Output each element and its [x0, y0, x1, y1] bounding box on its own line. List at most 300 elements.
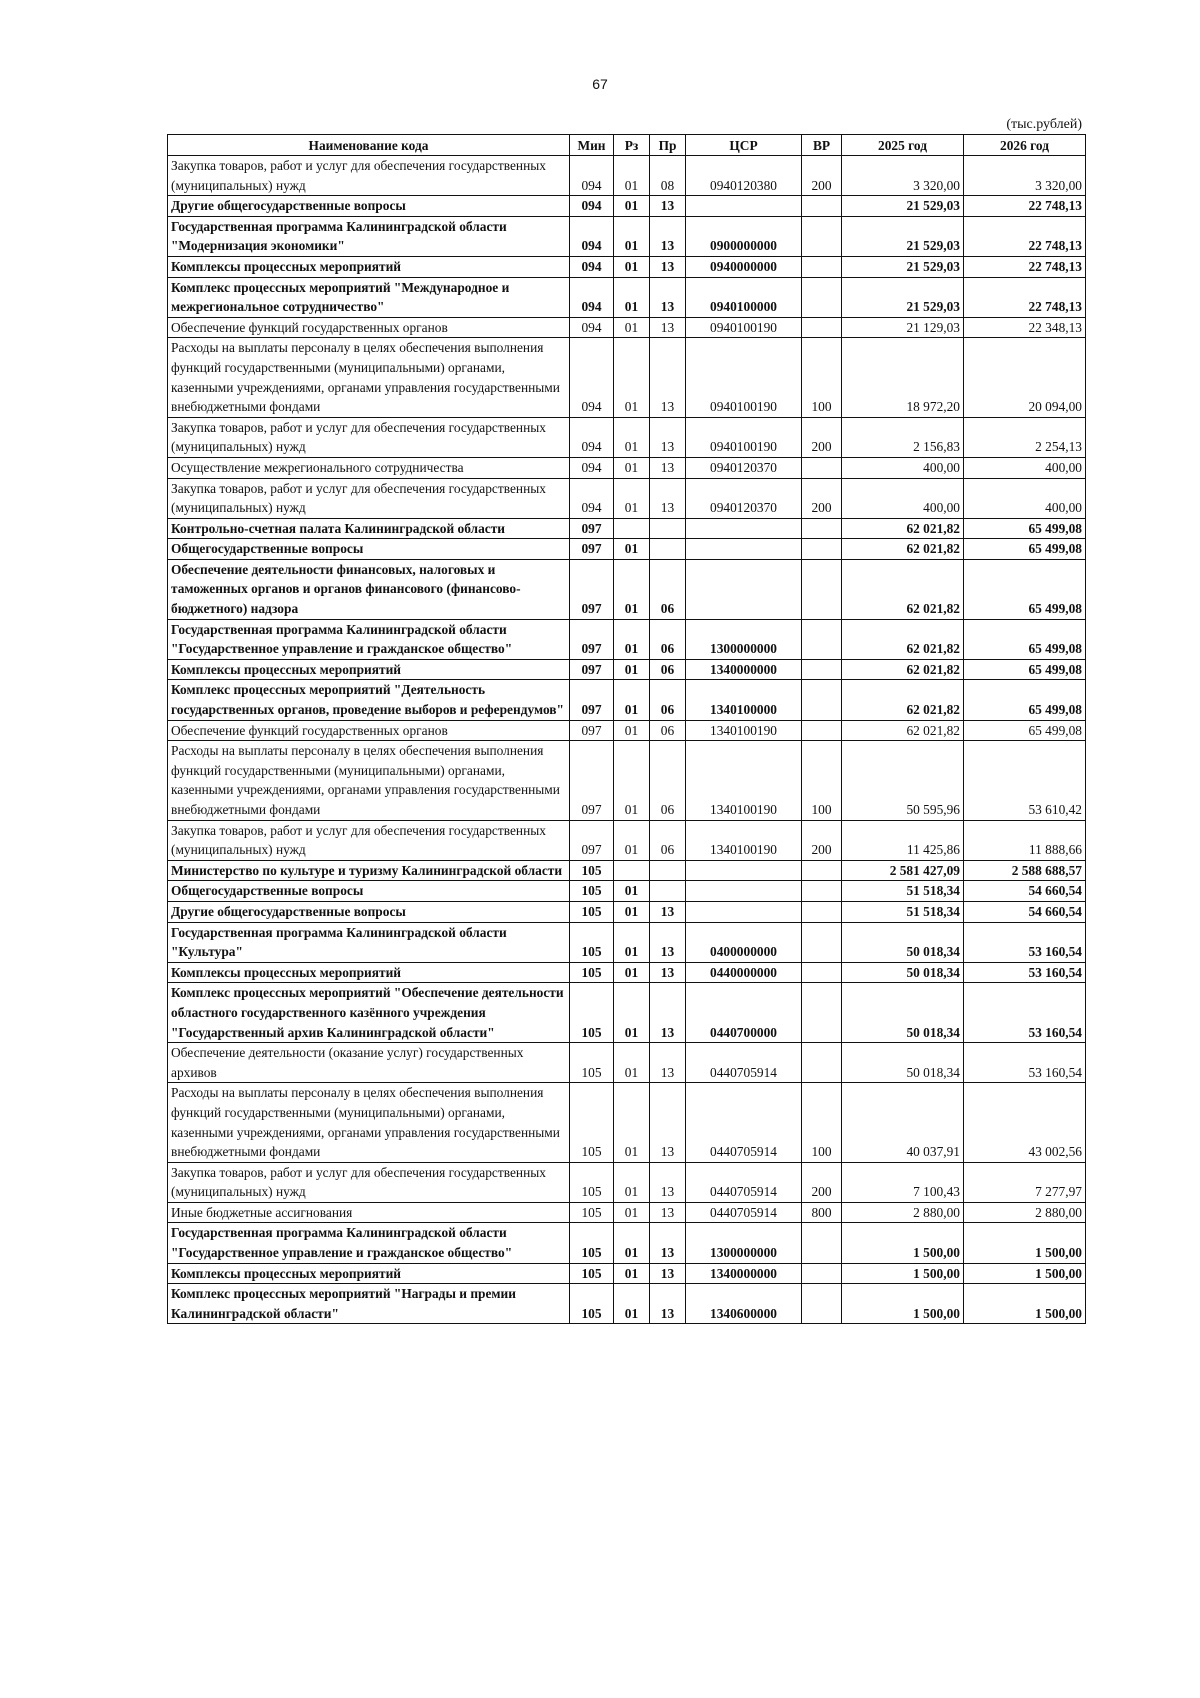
- row-min: 094: [570, 196, 614, 217]
- row-name: Комплекс процессных мероприятий "Деятельность государственных органов, проведение выборов и референдумов": [168, 680, 570, 720]
- row-2025: 7 100,43: [842, 1162, 964, 1202]
- row-rz: 01: [614, 881, 650, 902]
- row-csr: 1300000000: [686, 1223, 802, 1263]
- row-csr: 1340000000: [686, 659, 802, 680]
- table-row: [168, 457, 1086, 478]
- header-rz: Рз: [614, 135, 650, 156]
- row-pr: 13: [650, 1263, 686, 1284]
- row-min: 105: [570, 860, 614, 881]
- row-min: 094: [570, 317, 614, 338]
- table-row: [168, 922, 1086, 962]
- table-row: [168, 881, 1086, 902]
- row-pr: 13: [650, 1083, 686, 1162]
- header-2026: 2026 год: [964, 135, 1086, 156]
- row-min: 094: [570, 156, 614, 196]
- row-vr: [802, 1043, 842, 1083]
- row-csr: 0940120370: [686, 478, 802, 518]
- table-row: [168, 256, 1086, 277]
- row-2025: 62 021,82: [842, 559, 964, 619]
- row-rz: 01: [614, 983, 650, 1043]
- row-vr: 200: [802, 820, 842, 860]
- row-csr: 1340600000: [686, 1284, 802, 1324]
- row-pr: 06: [650, 820, 686, 860]
- row-pr: 06: [650, 720, 686, 741]
- table-row: [168, 317, 1086, 338]
- row-name: Закупка товаров, работ и услуг для обеспечения государственных (муниципальных) нужд: [168, 156, 570, 196]
- row-name: Министерство по культуре и туризму Калининградской области: [168, 860, 570, 881]
- row-min: 097: [570, 659, 614, 680]
- row-vr: [802, 962, 842, 983]
- row-pr: 13: [650, 1223, 686, 1263]
- row-csr: 1340100190: [686, 820, 802, 860]
- row-name: Закупка товаров, работ и услуг для обеспечения государственных (муниципальных) нужд: [168, 820, 570, 860]
- row-csr: 0940100000: [686, 277, 802, 317]
- row-vr: [802, 277, 842, 317]
- row-name: Другие общегосударственные вопросы: [168, 196, 570, 217]
- row-vr: [802, 881, 842, 902]
- row-name: Осуществление межрегионального сотрудничества: [168, 457, 570, 478]
- row-min: 097: [570, 619, 614, 659]
- row-name: Закупка товаров, работ и услуг для обеспечения государственных (муниципальных) нужд: [168, 417, 570, 457]
- row-vr: [802, 317, 842, 338]
- row-2025: 50 018,34: [842, 922, 964, 962]
- row-csr: 1340100000: [686, 680, 802, 720]
- row-2025: 1 500,00: [842, 1263, 964, 1284]
- row-rz: 01: [614, 256, 650, 277]
- table-row: [168, 860, 1086, 881]
- row-vr: [802, 559, 842, 619]
- row-2025: 40 037,91: [842, 1083, 964, 1162]
- row-min: 105: [570, 901, 614, 922]
- table-row: [168, 1083, 1086, 1162]
- row-2025: 62 021,82: [842, 518, 964, 539]
- row-csr: [686, 539, 802, 560]
- table-row: [168, 478, 1086, 518]
- row-pr: 13: [650, 417, 686, 457]
- row-vr: 200: [802, 1162, 842, 1202]
- row-vr: [802, 1223, 842, 1263]
- table-row: [168, 1263, 1086, 1284]
- row-pr: 13: [650, 256, 686, 277]
- row-csr: [686, 518, 802, 539]
- row-csr: 0940120380: [686, 156, 802, 196]
- row-csr: 0940100190: [686, 417, 802, 457]
- row-2025: 2 581 427,09: [842, 860, 964, 881]
- row-rz: 01: [614, 559, 650, 619]
- row-pr: 13: [650, 1162, 686, 1202]
- row-pr: 13: [650, 1284, 686, 1324]
- row-pr: [650, 518, 686, 539]
- table-row: [168, 820, 1086, 860]
- table-row: [168, 1202, 1086, 1223]
- row-pr: 13: [650, 457, 686, 478]
- row-2025: 2 880,00: [842, 1202, 964, 1223]
- row-2026: 54 660,54: [964, 881, 1086, 902]
- row-rz: 01: [614, 216, 650, 256]
- row-rz: 01: [614, 962, 650, 983]
- row-min: 094: [570, 277, 614, 317]
- row-rz: 01: [614, 741, 650, 820]
- row-pr: 13: [650, 196, 686, 217]
- row-pr: 06: [650, 680, 686, 720]
- row-2025: 62 021,82: [842, 619, 964, 659]
- row-name: Комплексы процессных мероприятий: [168, 1263, 570, 1284]
- row-name: Общегосударственные вопросы: [168, 539, 570, 560]
- table-row: [168, 518, 1086, 539]
- row-vr: [802, 720, 842, 741]
- row-name: Контрольно-счетная палата Калининградской области: [168, 518, 570, 539]
- row-name: Комплексы процессных мероприятий: [168, 962, 570, 983]
- row-min: 105: [570, 1284, 614, 1324]
- row-csr: 0440705914: [686, 1083, 802, 1162]
- row-vr: [802, 256, 842, 277]
- row-2026: 53 160,54: [964, 983, 1086, 1043]
- row-vr: 200: [802, 417, 842, 457]
- row-2026: 2 588 688,57: [964, 860, 1086, 881]
- row-min: 097: [570, 680, 614, 720]
- row-pr: 06: [650, 741, 686, 820]
- table-row: [168, 216, 1086, 256]
- row-2026: 22 348,13: [964, 317, 1086, 338]
- row-2025: 50 018,34: [842, 1043, 964, 1083]
- row-2026: 53 160,54: [964, 922, 1086, 962]
- row-csr: [686, 196, 802, 217]
- row-2026: 1 500,00: [964, 1263, 1086, 1284]
- row-vr: [802, 860, 842, 881]
- row-csr: [686, 881, 802, 902]
- row-csr: 0440000000: [686, 962, 802, 983]
- row-csr: 0940100190: [686, 338, 802, 417]
- row-pr: 13: [650, 338, 686, 417]
- row-rz: 01: [614, 720, 650, 741]
- row-vr: [802, 680, 842, 720]
- row-rz: 01: [614, 317, 650, 338]
- row-2026: 7 277,97: [964, 1162, 1086, 1202]
- row-2025: 51 518,34: [842, 881, 964, 902]
- row-csr: 0440705914: [686, 1202, 802, 1223]
- row-pr: 13: [650, 1043, 686, 1083]
- row-pr: 06: [650, 659, 686, 680]
- row-csr: 1340100190: [686, 720, 802, 741]
- row-min: 094: [570, 478, 614, 518]
- row-name: Обеспечение деятельности финансовых, налоговых и таможенных органов и органов финансового (финансово-бюджетного) надзора: [168, 559, 570, 619]
- table-row: [168, 962, 1086, 983]
- row-pr: [650, 860, 686, 881]
- row-csr: [686, 860, 802, 881]
- row-2025: 18 972,20: [842, 338, 964, 417]
- row-2025: 50 018,34: [842, 962, 964, 983]
- row-pr: 13: [650, 962, 686, 983]
- row-pr: 13: [650, 216, 686, 256]
- row-csr: 0940100190: [686, 317, 802, 338]
- row-vr: [802, 983, 842, 1043]
- row-2026: 65 499,08: [964, 539, 1086, 560]
- row-rz: 01: [614, 338, 650, 417]
- row-2026: 1 500,00: [964, 1223, 1086, 1263]
- row-vr: 200: [802, 156, 842, 196]
- row-name: Государственная программа Калининградской области "Культура": [168, 922, 570, 962]
- row-rz: 01: [614, 478, 650, 518]
- row-2025: 21 129,03: [842, 317, 964, 338]
- row-2025: 21 529,03: [842, 196, 964, 217]
- row-2026: 65 499,08: [964, 680, 1086, 720]
- header-2025: 2025 год: [842, 135, 964, 156]
- row-pr: 08: [650, 156, 686, 196]
- row-rz: [614, 518, 650, 539]
- row-rz: 01: [614, 922, 650, 962]
- table-row: [168, 539, 1086, 560]
- row-rz: 01: [614, 1162, 650, 1202]
- table-row: [168, 559, 1086, 619]
- table-row: [168, 1043, 1086, 1083]
- row-vr: 100: [802, 1083, 842, 1162]
- row-vr: 200: [802, 478, 842, 518]
- row-name: Иные бюджетные ассигнования: [168, 1202, 570, 1223]
- row-2025: 62 021,82: [842, 720, 964, 741]
- budget-table: [167, 134, 1086, 1324]
- row-2026: 43 002,56: [964, 1083, 1086, 1162]
- row-2026: 65 499,08: [964, 720, 1086, 741]
- row-pr: 06: [650, 559, 686, 619]
- header-vr: ВР: [802, 135, 842, 156]
- row-csr: 0900000000: [686, 216, 802, 256]
- row-rz: 01: [614, 277, 650, 317]
- row-rz: 01: [614, 619, 650, 659]
- row-vr: [802, 216, 842, 256]
- row-pr: 06: [650, 619, 686, 659]
- row-csr: 1340000000: [686, 1263, 802, 1284]
- row-rz: 01: [614, 820, 650, 860]
- row-2025: 50 018,34: [842, 983, 964, 1043]
- row-csr: 0940000000: [686, 256, 802, 277]
- table-row: [168, 680, 1086, 720]
- row-2025: 400,00: [842, 457, 964, 478]
- row-rz: [614, 860, 650, 881]
- row-2026: 65 499,08: [964, 619, 1086, 659]
- row-pr: [650, 539, 686, 560]
- row-min: 097: [570, 518, 614, 539]
- row-name: Закупка товаров, работ и услуг для обеспечения государственных (муниципальных) нужд: [168, 478, 570, 518]
- row-pr: 13: [650, 901, 686, 922]
- row-min: 094: [570, 216, 614, 256]
- row-vr: [802, 659, 842, 680]
- row-2025: 1 500,00: [842, 1223, 964, 1263]
- table-row: [168, 156, 1086, 196]
- row-2026: 53 610,42: [964, 741, 1086, 820]
- header-min: Мин: [570, 135, 614, 156]
- row-csr: [686, 559, 802, 619]
- row-min: 097: [570, 820, 614, 860]
- row-rz: 01: [614, 1202, 650, 1223]
- row-min: 094: [570, 338, 614, 417]
- row-min: 094: [570, 417, 614, 457]
- table-row: [168, 720, 1086, 741]
- row-pr: [650, 881, 686, 902]
- table-row: [168, 196, 1086, 217]
- row-2025: 21 529,03: [842, 256, 964, 277]
- row-2026: 2 254,13: [964, 417, 1086, 457]
- row-rz: 01: [614, 1284, 650, 1324]
- row-rz: 01: [614, 1223, 650, 1263]
- row-vr: [802, 196, 842, 217]
- row-rz: 01: [614, 196, 650, 217]
- row-name: Комплекс процессных мероприятий "Награды и премии Калининградской области": [168, 1284, 570, 1324]
- row-rz: 01: [614, 659, 650, 680]
- row-name: Расходы на выплаты персоналу в целях обеспечения выполнения функций государственными (муниципальными) органами, казенными учреждениями, органами управления государственными внебюджетными фондами: [168, 1083, 570, 1162]
- row-2026: 54 660,54: [964, 901, 1086, 922]
- row-min: 105: [570, 1162, 614, 1202]
- table-row: [168, 277, 1086, 317]
- row-name: Государственная программа Калининградской области "Модернизация экономики": [168, 216, 570, 256]
- row-rz: 01: [614, 156, 650, 196]
- row-rz: 01: [614, 539, 650, 560]
- page-number: 67: [592, 76, 608, 92]
- row-min: 097: [570, 539, 614, 560]
- row-2025: 21 529,03: [842, 216, 964, 256]
- row-name: Общегосударственные вопросы: [168, 881, 570, 902]
- row-pr: 13: [650, 983, 686, 1043]
- row-min: 105: [570, 1202, 614, 1223]
- row-name: Обеспечение функций государственных органов: [168, 317, 570, 338]
- row-csr: [686, 901, 802, 922]
- row-2025: 2 156,83: [842, 417, 964, 457]
- row-rz: 01: [614, 901, 650, 922]
- row-min: 097: [570, 720, 614, 741]
- row-min: 105: [570, 1223, 614, 1263]
- table-row: [168, 901, 1086, 922]
- row-vr: 800: [802, 1202, 842, 1223]
- row-min: 105: [570, 922, 614, 962]
- row-min: 105: [570, 1043, 614, 1083]
- row-2026: 20 094,00: [964, 338, 1086, 417]
- table-row: [168, 417, 1086, 457]
- row-name: Государственная программа Калининградской области "Государственное управление и гражданское общество": [168, 619, 570, 659]
- row-csr: 0440705914: [686, 1043, 802, 1083]
- row-csr: 0440705914: [686, 1162, 802, 1202]
- row-2026: 53 160,54: [964, 962, 1086, 983]
- row-pr: 13: [650, 922, 686, 962]
- row-csr: 0440700000: [686, 983, 802, 1043]
- row-min: 105: [570, 1263, 614, 1284]
- row-csr: 0400000000: [686, 922, 802, 962]
- row-name: Комплексы процессных мероприятий: [168, 659, 570, 680]
- row-min: 097: [570, 741, 614, 820]
- row-min: 094: [570, 256, 614, 277]
- table-row: [168, 659, 1086, 680]
- row-vr: [802, 539, 842, 560]
- row-rz: 01: [614, 457, 650, 478]
- table-row: [168, 983, 1086, 1043]
- row-csr: 1300000000: [686, 619, 802, 659]
- row-min: 094: [570, 457, 614, 478]
- row-2025: 62 021,82: [842, 659, 964, 680]
- table-row: [168, 741, 1086, 820]
- row-min: 105: [570, 962, 614, 983]
- row-2026: 400,00: [964, 478, 1086, 518]
- units-label: (тыс.рублей): [1006, 117, 1082, 132]
- row-2025: 3 320,00: [842, 156, 964, 196]
- row-2025: 62 021,82: [842, 680, 964, 720]
- row-2025: 1 500,00: [842, 1284, 964, 1324]
- row-2026: 22 748,13: [964, 277, 1086, 317]
- row-2025: 11 425,86: [842, 820, 964, 860]
- row-name: Обеспечение деятельности (оказание услуг) государственных архивов: [168, 1043, 570, 1083]
- row-rz: 01: [614, 680, 650, 720]
- table-row: [168, 1284, 1086, 1324]
- row-name: Закупка товаров, работ и услуг для обеспечения государственных (муниципальных) нужд: [168, 1162, 570, 1202]
- row-name: Расходы на выплаты персоналу в целях обеспечения выполнения функций государственными (муниципальными) органами, казенными учреждениями, органами управления государственными внебюджетными фондами: [168, 741, 570, 820]
- row-rz: 01: [614, 1083, 650, 1162]
- row-vr: [802, 1284, 842, 1324]
- row-vr: 100: [802, 741, 842, 820]
- header-pr: Пр: [650, 135, 686, 156]
- row-pr: 13: [650, 277, 686, 317]
- row-2025: 62 021,82: [842, 539, 964, 560]
- row-2026: 22 748,13: [964, 256, 1086, 277]
- row-name: Обеспечение функций государственных органов: [168, 720, 570, 741]
- row-min: 097: [570, 559, 614, 619]
- row-vr: [802, 518, 842, 539]
- row-2026: 22 748,13: [964, 216, 1086, 256]
- header-name: Наименование кода: [168, 135, 570, 156]
- row-pr: 13: [650, 317, 686, 338]
- row-2026: 65 499,08: [964, 659, 1086, 680]
- table-header-row: [168, 135, 1086, 156]
- row-2026: 2 880,00: [964, 1202, 1086, 1223]
- row-vr: 100: [802, 338, 842, 417]
- row-vr: [802, 1263, 842, 1284]
- row-min: 105: [570, 1083, 614, 1162]
- row-name: Комплекс процессных мероприятий "Международное и межрегиональное сотрудничество": [168, 277, 570, 317]
- row-2026: 11 888,66: [964, 820, 1086, 860]
- table-row: [168, 1162, 1086, 1202]
- row-csr: 0940120370: [686, 457, 802, 478]
- row-2025: 51 518,34: [842, 901, 964, 922]
- row-vr: [802, 901, 842, 922]
- row-name: Комплекс процессных мероприятий "Обеспечение деятельности областного государственного казённого учреждения "Государственный архив Калининградской области": [168, 983, 570, 1043]
- row-name: Государственная программа Калининградской области "Государственное управление и гражданское общество": [168, 1223, 570, 1263]
- row-pr: 13: [650, 1202, 686, 1223]
- row-vr: [802, 619, 842, 659]
- header-csr: ЦСР: [686, 135, 802, 156]
- table-body: [168, 156, 1086, 1324]
- table-row: [168, 1223, 1086, 1263]
- row-name: Комплексы процессных мероприятий: [168, 256, 570, 277]
- row-min: 105: [570, 881, 614, 902]
- row-min: 105: [570, 983, 614, 1043]
- row-2026: 65 499,08: [964, 559, 1086, 619]
- row-vr: [802, 922, 842, 962]
- row-2026: 400,00: [964, 457, 1086, 478]
- row-2025: 400,00: [842, 478, 964, 518]
- row-2026: 1 500,00: [964, 1284, 1086, 1324]
- row-name: Другие общегосударственные вопросы: [168, 901, 570, 922]
- row-rz: 01: [614, 1043, 650, 1083]
- row-rz: 01: [614, 417, 650, 457]
- row-2025: 21 529,03: [842, 277, 964, 317]
- row-vr: [802, 457, 842, 478]
- row-2026: 22 748,13: [964, 196, 1086, 217]
- row-rz: 01: [614, 1263, 650, 1284]
- row-pr: 13: [650, 478, 686, 518]
- row-csr: 1340100190: [686, 741, 802, 820]
- row-2025: 50 595,96: [842, 741, 964, 820]
- table-row: [168, 619, 1086, 659]
- row-2026: 65 499,08: [964, 518, 1086, 539]
- row-2026: 53 160,54: [964, 1043, 1086, 1083]
- table-row: [168, 338, 1086, 417]
- row-name: Расходы на выплаты персоналу в целях обеспечения выполнения функций государственными (муниципальными) органами, казенными учреждениями, органами управления государственными внебюджетными фондами: [168, 338, 570, 417]
